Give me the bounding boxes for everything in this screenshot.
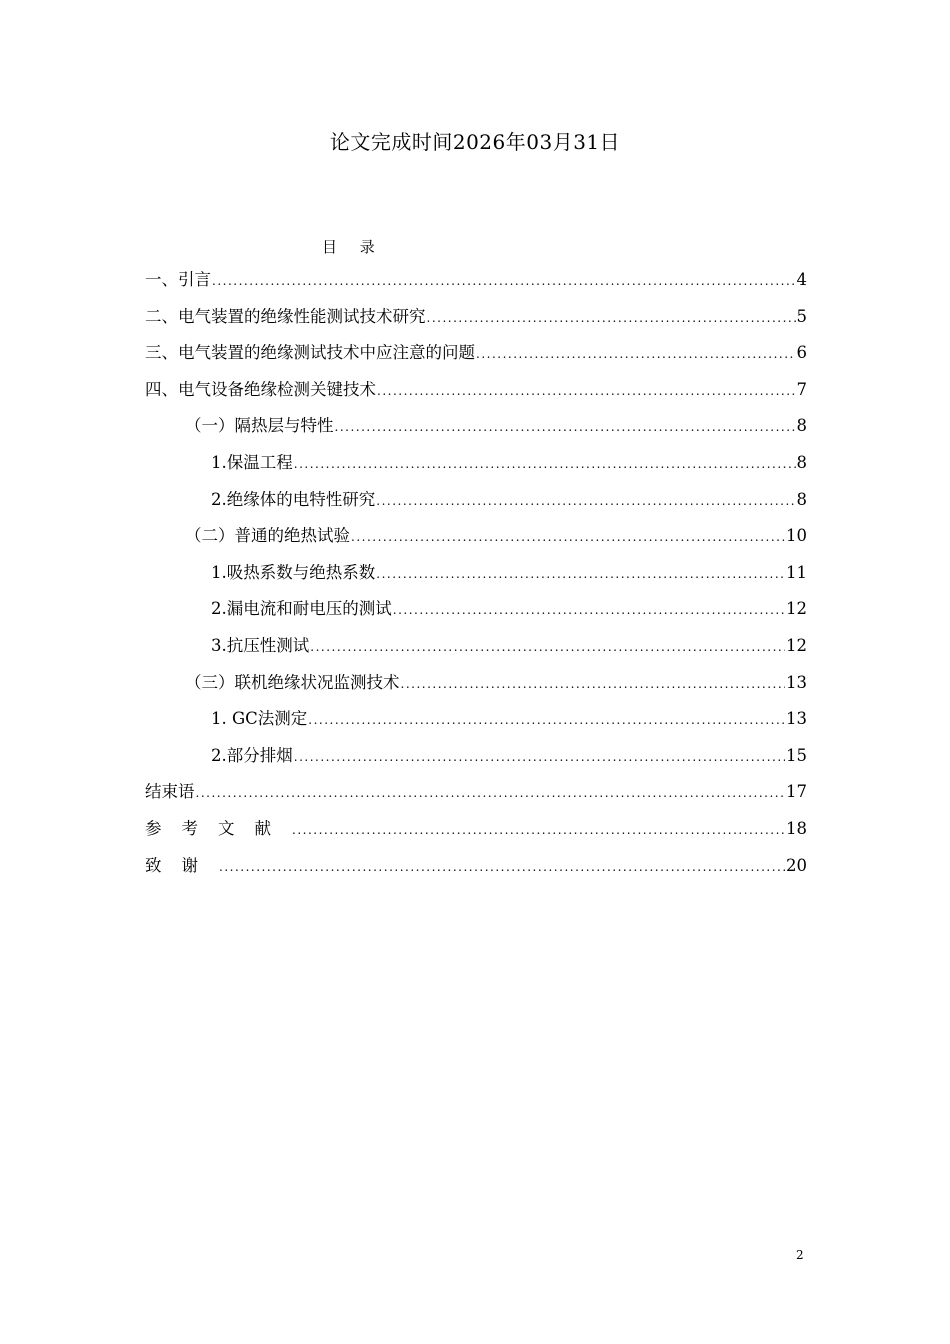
toc-dot-leader (376, 556, 785, 592)
toc-entry-page: 20 (786, 855, 807, 875)
toc-entry[interactable] (145, 299, 807, 336)
toc-entry-label: 1. GC法测定 (211, 709, 308, 729)
toc-entry-label: 1.吸热系数与绝热系数 (211, 562, 376, 582)
toc-dot-leader (377, 373, 796, 409)
toc-entry[interactable] (145, 408, 807, 445)
toc-dot-leader (294, 446, 796, 482)
toc-entry[interactable] (145, 665, 807, 702)
toc-entry-label: 结束语 (145, 782, 195, 802)
toc-entry[interactable] (145, 262, 807, 299)
toc-dot-leader (427, 300, 796, 336)
toc-entry[interactable] (145, 482, 807, 519)
toc-entry-page: 11 (786, 562, 807, 582)
toc-entry[interactable] (145, 518, 807, 555)
toc-entry-page: 8 (796, 416, 807, 436)
toc-entry-page: 13 (786, 709, 807, 729)
toc-entry-page: 10 (786, 526, 807, 546)
toc-dot-leader (401, 666, 786, 702)
toc-entry-page: 15 (786, 745, 807, 765)
toc-entry-label: （三）联机绝缘状况监测技术 (185, 672, 400, 692)
toc-entry[interactable] (145, 738, 807, 775)
toc-entry-page: 18 (786, 818, 807, 838)
toc-entry-label: 1.保温工程 (211, 452, 293, 472)
toc-entry-page: 8 (796, 489, 807, 509)
toc-dot-leader (335, 409, 796, 445)
toc-entry-label: 参考文献 (145, 818, 291, 838)
toc-entry-label: 2.部分排烟 (211, 745, 293, 765)
toc-entry-page: 4 (796, 270, 807, 289)
toc-entry[interactable] (145, 628, 807, 665)
toc-entry-page: 5 (796, 306, 807, 326)
toc-entry-page: 8 (796, 452, 807, 472)
toc-entry[interactable] (145, 372, 807, 409)
toc-entry[interactable] (145, 701, 807, 738)
toc-entry[interactable] (145, 445, 807, 482)
toc-dot-leader (212, 263, 796, 299)
toc-dot-leader (351, 519, 785, 555)
table-of-contents (145, 262, 807, 884)
toc-dot-leader (308, 702, 785, 738)
toc-entry-label: 致谢 (145, 855, 218, 875)
toc-entry-label: 四、电气设备绝缘检测关键技术 (145, 379, 376, 399)
toc-dot-leader (393, 592, 785, 628)
toc-entry-label: 2.漏电流和耐电压的测试 (211, 599, 392, 619)
toc-entry[interactable] (145, 774, 807, 811)
toc-entry-page: 12 (786, 599, 807, 619)
toc-entry[interactable] (145, 335, 807, 372)
toc-dot-leader (292, 812, 785, 848)
toc-dot-leader (476, 336, 796, 372)
toc-dot-leader (219, 849, 785, 885)
toc-entry-label: 一、引言 (145, 270, 211, 289)
toc-entry-page: 12 (786, 635, 807, 655)
toc-entry-label: 二、电气装置的绝缘性能测试技术研究 (145, 306, 426, 326)
page-number: 2 (796, 1248, 804, 1262)
toc-entry-page: 13 (786, 672, 807, 692)
toc-entry-label: （二）普通的绝热试验 (185, 526, 350, 546)
toc-dot-leader (294, 739, 785, 775)
toc-entry-label: 2.绝缘体的电特性研究 (211, 489, 376, 509)
toc-entry-label: 三、电气装置的绝缘测试技术中应注意的问题 (145, 343, 475, 363)
toc-entry-label: （一）隔热层与特性 (185, 416, 334, 436)
completion-date-line: 论文完成时间2026年03月31日 (329, 130, 621, 154)
toc-entry-page: 17 (786, 782, 807, 802)
toc-entry[interactable] (145, 555, 807, 592)
toc-entry[interactable] (145, 848, 807, 885)
toc-dot-leader (196, 775, 786, 811)
toc-dot-leader (376, 483, 795, 519)
toc-title: 目 录 (322, 238, 376, 256)
toc-entry[interactable] (145, 591, 807, 628)
toc-entry-label: 3.抗压性测试 (211, 635, 310, 655)
toc-entry-page: 6 (796, 343, 807, 363)
toc-entry[interactable] (145, 811, 807, 848)
toc-dot-leader (310, 629, 785, 665)
toc-entry-page: 7 (796, 379, 807, 399)
